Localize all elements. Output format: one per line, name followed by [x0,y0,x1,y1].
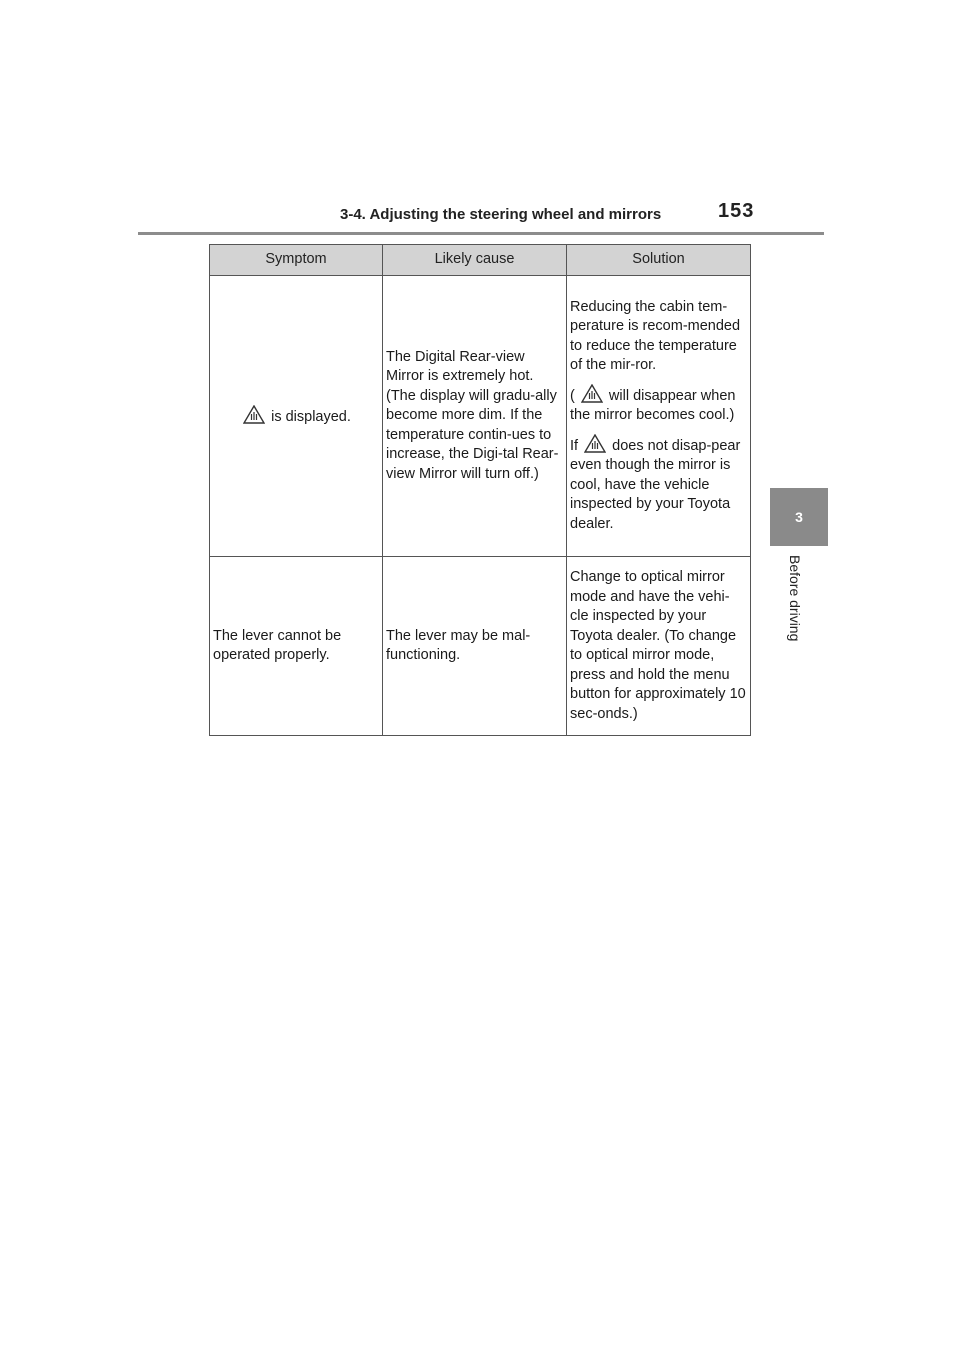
solution-text: If [570,437,579,454]
solution-paragraph: Reducing the cabin tem-perature is recom-mended to reduce the temperature of the mir-ror. [570,298,741,374]
table-row [210,276,751,557]
warning-triangle-icon [584,434,606,453]
table-header-row [210,245,751,276]
warning-triangle-icon [243,405,265,424]
likely-cause-cell: The lever may be mal-functioning. [383,557,567,736]
chapter-tab [770,488,828,546]
solution-text: does not disap-pear even though the mirror is cool, have the vehicle inspected by your Toyota dealer. [570,437,741,532]
symptom-cell [210,276,383,557]
column-header-likely-cause: Likely cause [383,245,567,276]
likely-cause-cell: The Digital Rear-view Mirror is extremely hot. (The display will gradu-ally become more dim. If the temperature contin-ues to increase, the Digi-tal Rear-view Mirror will turn off.) [383,276,567,557]
table-row [210,557,751,736]
column-header-solution: Solution [567,245,751,276]
solution-paragraph [570,384,747,426]
chapter-number: 3 [795,509,803,525]
column-header-symptom: Symptom [210,245,383,276]
symptom-cell: The lever cannot be operated properly. [210,557,383,736]
solution-text: will disappear when the mirror becomes cool.) [570,387,736,424]
solution-cell: Change to optical mirror mode and have the vehi-cle inspected by your Toyota dealer. (To change to optical mirror mode, press and hold the menu button for approximately 10 sec-onds.) [567,557,751,736]
chapter-label: Before driving [787,555,803,642]
solution-paragraph [570,434,747,535]
symptom-text: is displayed. [271,408,351,425]
page-header-title: 3-4. Adjusting the steering wheel and mirrors [340,206,662,223]
warning-triangle-icon [581,384,603,403]
solution-text: ( [570,387,575,404]
header-divider [138,232,824,235]
page-number: 153 [718,200,755,222]
troubleshooting-table [209,244,751,736]
solution-cell [567,276,751,557]
